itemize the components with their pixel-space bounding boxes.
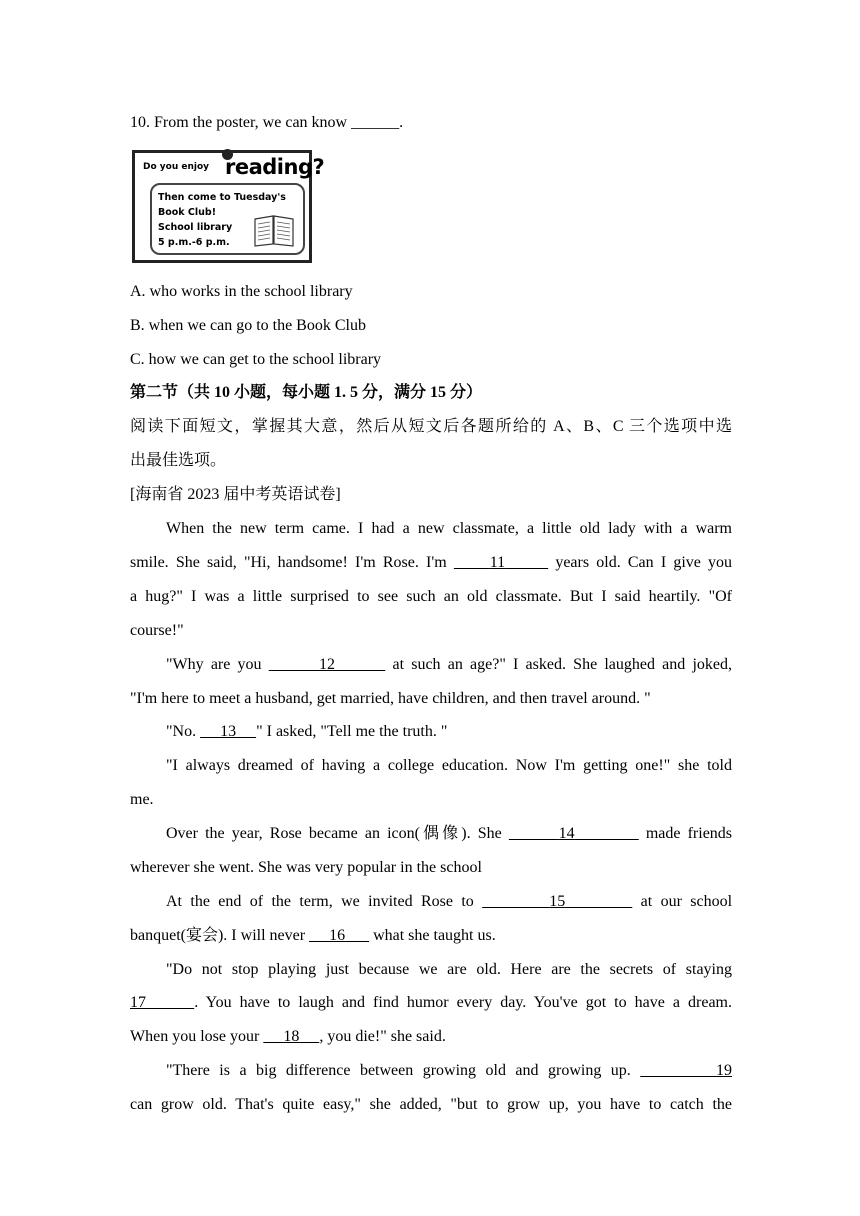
poster-line: Then come to Tuesday's xyxy=(158,192,286,203)
blank-13: 13 xyxy=(220,723,237,740)
passage-line: "Why are you 12 at such an age?" I asked. She laughed and joked, xyxy=(166,656,733,673)
poster-line: Book Club! xyxy=(158,207,217,218)
blank-19: 19 xyxy=(716,1062,733,1079)
blank-14: 14 xyxy=(558,825,575,842)
blank-11: 11 xyxy=(489,554,506,571)
passage-line: me. xyxy=(130,791,154,808)
question-10-stem: 10. From the poster, we can know ______. xyxy=(130,114,404,131)
option-c: C. how we can get to the school library xyxy=(130,351,382,368)
passage-line: 17 . You have to laugh and find humor every day. You've got to have a dream. xyxy=(130,994,733,1011)
passage-line: "There is a big difference between growing old and growing up. 19 xyxy=(166,1062,733,1079)
option-a: A. who works in the school library xyxy=(130,283,353,300)
option-b: B. when we can go to the Book Club xyxy=(130,317,366,334)
blank-12: 12 xyxy=(319,656,336,673)
book-club-poster xyxy=(132,150,325,263)
passage-line: Over the year, Rose became an icon(偶像). She 14 made friends xyxy=(166,825,733,842)
poster-line: 5 p.m.-6 p.m. xyxy=(158,237,230,248)
passage-line: "I'm here to meet a husband, get married, have children, and then travel around. " xyxy=(130,690,651,707)
blank-15: 15 xyxy=(549,893,566,910)
passage-line: a hug?" I was a little surprised to see such an old classmate. But I said heartily. "Of xyxy=(130,588,732,605)
instructions-line: 出最佳选项。 xyxy=(130,452,227,469)
passage-line: wherever she went. She was very popular in the school xyxy=(130,859,482,876)
passage-line: course!" xyxy=(130,622,184,639)
passage-line: When the new term came. I had a new classmate, a little old lady with a warm xyxy=(166,520,732,537)
open-book-icon xyxy=(253,213,295,247)
passage-line: banquet(宴会). I will never 16 what she taught us. xyxy=(130,927,496,944)
passage-line: smile. She said, "Hi, handsome! I'm Rose. I'm 11 years old. Can I give you xyxy=(130,554,733,571)
instructions-line: 阅读下面短文，掌握其大意，然后从短文后各题所给的 A、B、C 三个选项中选 xyxy=(130,418,732,435)
passage-line: "I always dreamed of having a college education. Now I'm getting one!" she told xyxy=(166,757,732,774)
passage-line: can grow old. That's quite easy," she added, "but to grow up, you have to catch the xyxy=(130,1096,732,1113)
passage-line: When you lose your 18 , you die!" she said. xyxy=(130,1028,446,1045)
passage-line: "Do not stop playing just because we are old. Here are the secrets of staying xyxy=(166,961,732,978)
passage-line: At the end of the term, we invited Rose to 15 at our school xyxy=(166,893,733,910)
passage-line: "No. 13 " I asked, "Tell me the truth. " xyxy=(166,723,448,740)
blank-18: 18 xyxy=(283,1028,300,1045)
poster-heading-small: Do you enjoy xyxy=(143,162,210,172)
blank-16: 16 xyxy=(329,927,346,944)
source-label: [海南省 2023 届中考英语试卷] xyxy=(130,486,341,503)
blank-17: 17 xyxy=(130,994,146,1011)
poster-line: School library xyxy=(158,222,233,233)
section-heading: 第二节（共 10 小题，每小题 1. 5 分，满分 15 分） xyxy=(130,384,483,401)
poster-heading-large: reading? xyxy=(225,155,325,179)
poster-panel xyxy=(150,183,305,255)
